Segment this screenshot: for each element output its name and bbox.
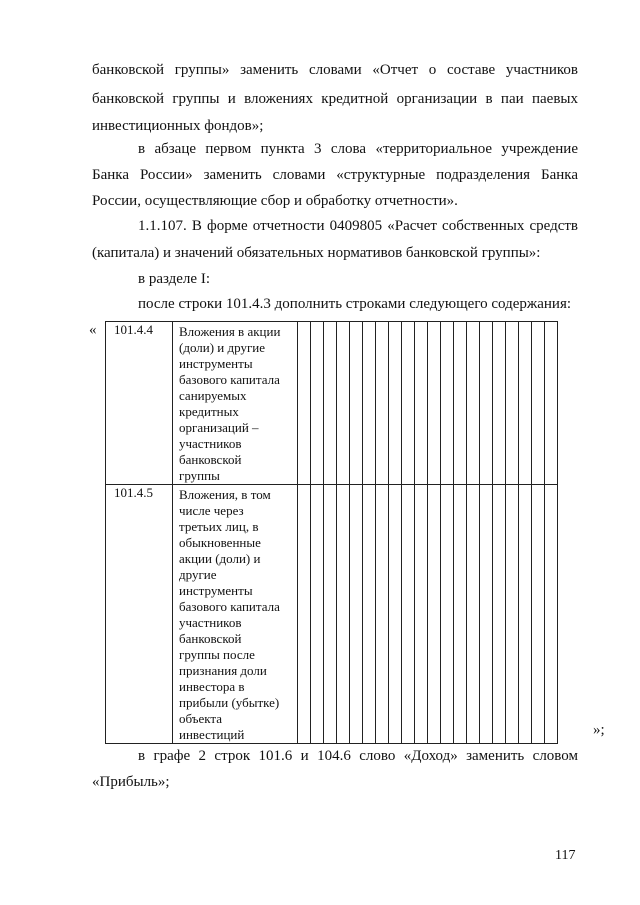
description-line: акции (доли) и <box>179 551 261 566</box>
empty-cell <box>480 322 493 485</box>
paragraph-line: инвестиционных фондов»; <box>92 118 264 134</box>
table-row <box>106 322 558 485</box>
empty-cell <box>298 485 311 744</box>
empty-cell <box>454 322 467 485</box>
description-line: санируемых <box>179 388 247 403</box>
empty-cell <box>415 322 428 485</box>
report-table <box>105 321 558 744</box>
empty-cell <box>337 485 350 744</box>
description-line: объекта <box>179 711 223 726</box>
empty-cell <box>337 322 350 485</box>
paragraph-line: «Прибыль»; <box>92 774 170 790</box>
description-line: участников <box>179 436 242 451</box>
empty-cell <box>389 485 402 744</box>
empty-cell <box>350 485 363 744</box>
paragraph-line: в абзаце первом пункта 3 слова «территориальное учреждение <box>138 141 578 157</box>
description-line: обыкновенные <box>179 535 261 550</box>
empty-cell <box>428 485 441 744</box>
paragraph-line: Банка России» заменить словами «структурные подразделения Банка <box>92 167 578 183</box>
empty-cell <box>311 322 324 485</box>
description-line: группы после <box>179 647 255 662</box>
empty-cell <box>454 485 467 744</box>
empty-cell <box>415 485 428 744</box>
empty-cell <box>363 322 376 485</box>
empty-cell <box>506 322 519 485</box>
empty-cell <box>441 485 454 744</box>
paragraph-line: после строки 101.4.3 дополнить строками следующего содержания: <box>138 296 572 312</box>
paragraph-line: 1.1.107. В форме отчетности 0409805 «Расчет собственных средств <box>138 218 578 234</box>
empty-cell <box>324 322 337 485</box>
empty-cell <box>532 322 545 485</box>
description-line: третьих лиц, в <box>179 519 259 534</box>
paragraph-line: в разделе I: <box>138 271 210 287</box>
paragraph-line: в графе 2 строк 101.6 и 104.6 слово «Доход» заменить словом <box>138 748 578 764</box>
empty-cell <box>467 485 480 744</box>
paragraph-line: (капитала) и значений обязательных нормативов банковской группы»: <box>92 245 541 261</box>
empty-cell <box>363 485 376 744</box>
description-line: инвестиций <box>179 727 245 742</box>
description-line: числе через <box>179 503 244 518</box>
table-row <box>106 485 558 744</box>
description-line: инструменты <box>179 356 253 371</box>
empty-cell <box>324 485 337 744</box>
empty-cell <box>506 485 519 744</box>
paragraph-line: банковской группы и вложениях кредитной организации в паи паевых <box>92 91 578 107</box>
empty-cell <box>402 322 415 485</box>
description-line: организаций – <box>179 420 259 435</box>
closing-quote: »; <box>593 722 605 738</box>
empty-cell <box>480 485 493 744</box>
empty-cell <box>519 485 532 744</box>
empty-cell <box>389 322 402 485</box>
description-line: участников <box>179 615 242 630</box>
description-line: кредитных <box>179 404 239 419</box>
description-line: инвестора в <box>179 679 245 694</box>
description-line: инструменты <box>179 583 253 598</box>
description-line: Вложения в акции <box>179 324 281 339</box>
empty-cell <box>441 322 454 485</box>
description-line: Вложения, в том <box>179 487 271 502</box>
empty-cell <box>376 322 389 485</box>
row-description <box>173 485 298 744</box>
description-line: признания доли <box>179 663 267 678</box>
description-line: банковской <box>179 452 242 467</box>
empty-cell <box>545 485 558 744</box>
empty-cell <box>376 485 389 744</box>
paragraph-line: России, осуществляющие сбор и обработку отчетности». <box>92 193 458 209</box>
opening-quote: « <box>89 322 97 338</box>
description-line: (доли) и другие <box>179 340 266 355</box>
description-line: другие <box>179 567 217 582</box>
row-description <box>173 322 298 485</box>
description-line: банковской <box>179 631 242 646</box>
empty-cell <box>311 485 324 744</box>
empty-cell <box>298 322 311 485</box>
description-line: базового капитала <box>179 599 280 614</box>
description-line: группы <box>179 468 220 483</box>
paragraph-line: банковской группы» заменить словами «Отчет о составе участников <box>92 62 578 78</box>
empty-cell <box>493 322 506 485</box>
empty-cell <box>493 485 506 744</box>
empty-cell <box>519 322 532 485</box>
empty-cell <box>532 485 545 744</box>
page-number: 117 <box>555 848 576 863</box>
row-code: 101.4.4 <box>106 322 173 485</box>
description-line: базового капитала <box>179 372 280 387</box>
row-code: 101.4.5 <box>106 485 173 744</box>
empty-cell <box>545 322 558 485</box>
empty-cell <box>350 322 363 485</box>
empty-cell <box>428 322 441 485</box>
description-line: прибыли (убытке) <box>179 695 280 710</box>
empty-cell <box>467 322 480 485</box>
empty-cell <box>402 485 415 744</box>
